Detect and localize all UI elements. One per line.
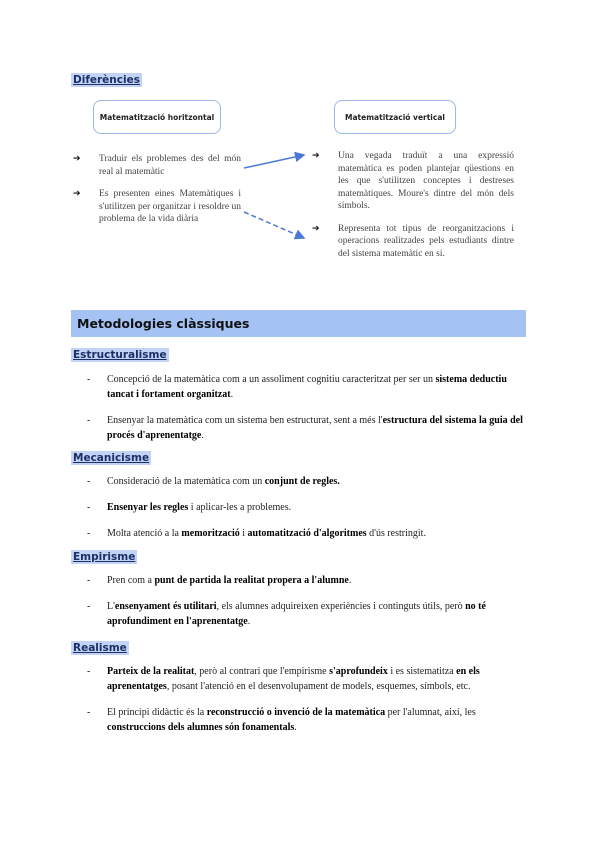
list-item: ➔ Representa tot tipus de reorganitzacions i operacions realitzades pels estudiants dintre del sistema matemàtic en si.	[312, 223, 514, 259]
list-item: - El principi didàctic és la reconstrucció o invenció de la matemàtica per l'alumnat, així, les construccions dels alumnes són fonamentals.	[87, 707, 476, 733]
mechanicism-list	[87, 474, 527, 552]
list-item: - Concepció de la matemàtica com a un assoliment cognitiu caracteritzat per ser un sistema deductiu tancat i fortament organitzat.	[87, 374, 507, 400]
list-item: - Ensenyar les regles i aplicar-les a problemes.	[87, 502, 292, 513]
arrow-right-icon: ➔	[73, 154, 81, 164]
arrow-right-icon: ➔	[312, 223, 320, 234]
bullet-dash: -	[87, 707, 91, 718]
bullet-dash: -	[87, 374, 91, 385]
arrow-right-icon: ➔	[312, 151, 320, 161]
section-banner-title: Metodologies clàssiques	[77, 316, 250, 331]
bullet-dash: -	[87, 666, 91, 677]
realism-list	[87, 664, 527, 746]
mechanicism-heading: Mecanicisme	[73, 452, 150, 464]
bullet-dash: -	[87, 575, 91, 586]
list-item: - Molta atenció a la memorització i automatització d'algoritmes d'ús restringit.	[87, 528, 426, 539]
list-item: - Consideració de la matemàtica com un conjunt de regles.	[87, 476, 340, 487]
realism-heading: Realisme	[73, 642, 127, 654]
list-item: ➔ Una vegada traduït a una expressió matemàtica es poden plantejar qüestions en les que s'utilitzen conceptes i destreses matemàtiques. Moure's dintre del món dels símbols.	[312, 151, 514, 211]
list-item: - Parteix de la realitat, però al contrari que l'empirisme s'aprofundeix i es sistematitza en els aprenentatges, posant l'atenció en el desenvolupament de models, esquemes, símbols, etc.	[87, 666, 480, 692]
list-item: - Pren com a punt de partida la realitat propera a l'alumne.	[87, 575, 352, 586]
structuralism-list	[87, 372, 527, 454]
bullet-dash: -	[87, 476, 91, 487]
list-item: ➔ Es presenten eines Matemàtiques i s'utilitzen per organitzar i resoldre un problema de la vida diària	[73, 189, 241, 224]
vertical-box-label: Matematització vertical	[345, 112, 445, 122]
bullet-dash: -	[87, 528, 91, 539]
differences-heading: Diferències	[73, 74, 140, 86]
list-item: ➔ Traduir els problemes des del món real al matemàtic	[73, 154, 241, 177]
bullet-dash: -	[87, 502, 91, 513]
empiricism-list	[87, 573, 527, 640]
horizontal-box-label: Matematització horitzontal	[99, 112, 215, 122]
arrow-right-icon: ➔	[73, 189, 81, 199]
connector-arrow-1	[244, 155, 304, 168]
bullet-dash: -	[87, 415, 91, 426]
empiricism-heading: Empirisme	[73, 551, 136, 563]
connector-arrows	[0, 0, 600, 300]
bullet-dash: -	[87, 601, 91, 612]
structuralism-heading: Estructuralisme	[73, 349, 167, 361]
section-banner	[71, 310, 526, 337]
connector-arrow-2	[244, 212, 304, 238]
list-item: - L'ensenyament és utilitari, els alumnes adquireixen experiències i continguts útils, però no té aprofundiment en l'aprenentatge.	[87, 601, 486, 627]
list-item: - Ensenyar la matemàtica com un sistema ben estructurat, sent a més l'estructura del sistema la guia del procés d'aprenentatge.	[87, 415, 523, 441]
